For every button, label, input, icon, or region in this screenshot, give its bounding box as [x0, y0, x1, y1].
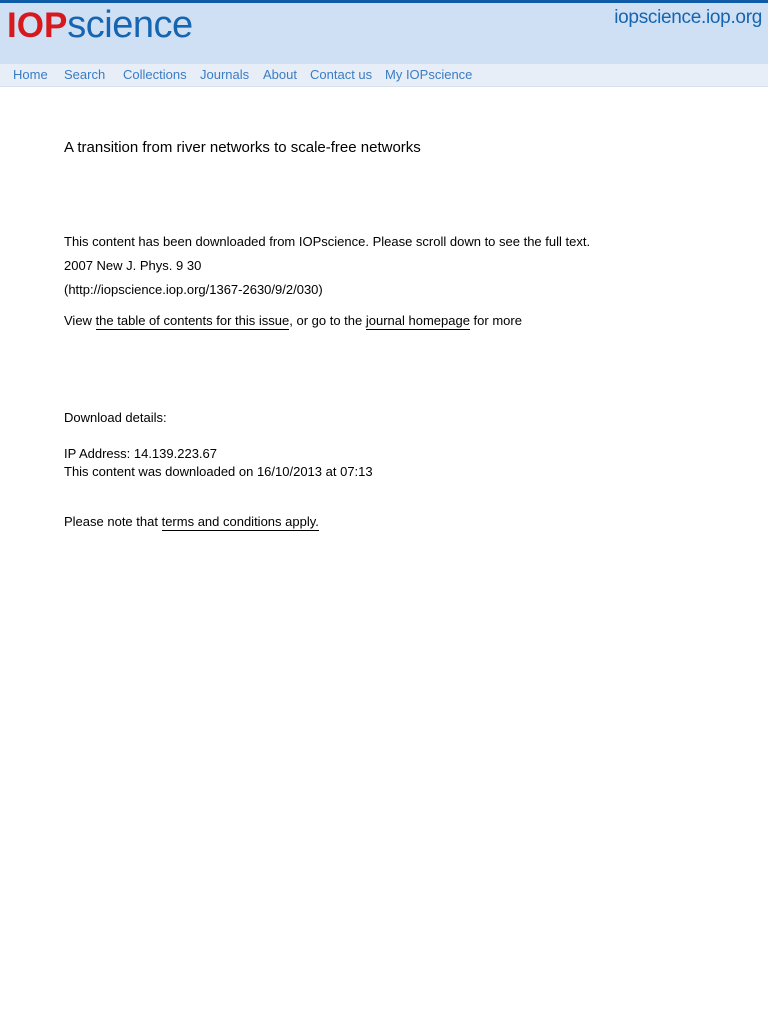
site-url[interactable]: iopscience.iop.org [614, 7, 762, 28]
nav-my-iopscience[interactable]: My IOPscience [385, 67, 473, 82]
terms-link[interactable]: terms and conditions apply. [161, 514, 319, 529]
nav-journals[interactable]: Journals [200, 67, 250, 82]
nav-about[interactable]: About [263, 67, 297, 82]
nav-home[interactable]: Home [13, 67, 48, 82]
view-suffix: for more [469, 313, 522, 328]
toc-link[interactable]: the table of contents for this issue [95, 313, 290, 328]
terms-prefix: Please note that [64, 514, 162, 529]
download-details-heading: Download details: [64, 410, 167, 425]
citation: 2007 New J. Phys. 9 30 [64, 258, 202, 273]
view-links-line [64, 312, 522, 329]
view-prefix: View [64, 313, 96, 328]
terms-line [64, 513, 319, 530]
iopscience-logo[interactable] [7, 5, 193, 45]
logo-iop-text: IOP [7, 6, 68, 45]
nav-contact-us[interactable]: Contact us [310, 67, 373, 82]
ip-address: IP Address: 14.139.223.67 [64, 446, 217, 461]
logo-science-text: science [67, 4, 193, 46]
nav-search[interactable]: Search [64, 67, 106, 82]
nav-collections[interactable]: Collections [123, 67, 187, 82]
download-notice: This content has been downloaded from IOPscience. Please scroll down to see the full text. [64, 234, 591, 249]
journal-homepage-link[interactable]: journal homepage [365, 313, 470, 328]
main-nav [0, 64, 768, 87]
header-banner [0, 3, 768, 64]
article-title: A transition from river networks to scale-free networks [64, 139, 421, 156]
view-middle: , or go to the [289, 313, 366, 328]
article-url: (http://iopscience.iop.org/1367-2630/9/2/030) [64, 282, 323, 297]
downloaded-on: This content was downloaded on 16/10/2013 at 07:13 [64, 464, 373, 479]
